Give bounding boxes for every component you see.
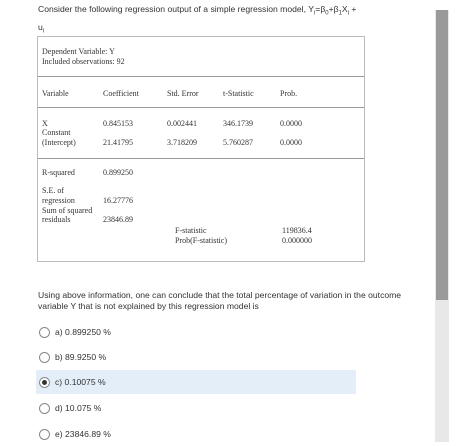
t-x: 346.1739 (223, 119, 253, 128)
prob-f-label: Prob(F-statistic) (175, 236, 227, 245)
option-d[interactable] (36, 396, 356, 420)
r-squared-value: 0.899250 (103, 168, 133, 177)
se-intercept: 3.718209 (167, 138, 197, 147)
equation-part: +β (328, 4, 339, 14)
se-regression-label-2: regression (42, 196, 75, 205)
subscript: i (42, 28, 45, 35)
equation-part: X (341, 4, 348, 14)
header-coefficient: Coefficient (103, 89, 139, 98)
option-c-label: c) 0.10075 % (55, 377, 106, 387)
equation-part: =β (315, 4, 326, 14)
divider (38, 158, 364, 159)
divider (38, 76, 364, 77)
subscript: 1 (338, 10, 342, 17)
option-b[interactable] (36, 345, 356, 369)
variable-x: X (42, 119, 48, 128)
option-e-label: e) 23846.89 % (55, 429, 111, 439)
question-intro: Consider the following regression output of a simple regression model, Y (38, 4, 314, 14)
subscript: 0 (325, 10, 329, 17)
dependent-variable: Dependent Variable: Y (42, 47, 115, 56)
radio-e[interactable] (39, 429, 50, 440)
header-t-statistic: t-Statistic (223, 89, 254, 98)
option-e[interactable] (36, 422, 356, 446)
radio-d[interactable] (39, 403, 50, 414)
prob-intercept: 0.0000 (280, 138, 302, 147)
ssr-label-1: Sum of squared (42, 206, 93, 215)
se-regression-value: 16.27776 (103, 196, 133, 205)
radio-b[interactable] (39, 352, 50, 363)
r-squared-label: R-squared (42, 168, 75, 177)
question-prompt: Using above information, one can conclude that the total percentage of variation in the outcome variable Y that is not explained by this regression model is (38, 290, 402, 311)
prob-x: 0.0000 (280, 119, 302, 128)
option-d-label: d) 10.075 % (55, 403, 102, 413)
subscript: i (347, 10, 349, 17)
coef-intercept: 21.41795 (103, 138, 133, 147)
scrollbar-thumb[interactable] (436, 10, 448, 300)
vertical-scrollbar[interactable] (435, 10, 449, 442)
header-std-error: Std. Error (167, 89, 199, 98)
equation-part: + (349, 4, 357, 14)
f-statistic-label: F-statistic (175, 226, 207, 235)
question-text (38, 3, 428, 38)
header-prob: Prob. (280, 89, 298, 98)
divider (38, 107, 364, 108)
regression-output-table (37, 36, 365, 262)
equation-part: u (38, 21, 43, 32)
prob-f-value: 0.000000 (282, 236, 312, 245)
radio-c[interactable] (39, 377, 50, 388)
included-observations: Included observations: 92 (42, 57, 125, 66)
variable-constant: Constant (42, 128, 71, 137)
variable-intercept: (Intercept) (42, 138, 76, 147)
radio-selected-dot (42, 380, 47, 385)
radio-a[interactable] (39, 327, 50, 338)
se-x: 0.002441 (167, 119, 197, 128)
coef-x: 0.845153 (103, 119, 133, 128)
t-intercept: 5.760287 (223, 138, 253, 147)
f-statistic-value: 119836.4 (282, 226, 312, 235)
header-variable: Variable (42, 89, 69, 98)
option-c[interactable] (36, 370, 356, 394)
ssr-value: 23846.89 (103, 215, 133, 224)
ssr-label-2: residuals (42, 215, 71, 224)
option-a-label: a) 0.899250 % (55, 327, 111, 337)
subscript: i (313, 10, 316, 17)
se-regression-label-1: S.E. of (42, 186, 64, 195)
option-b-label: b) 89.9250 % (55, 352, 107, 362)
option-a[interactable] (36, 320, 356, 344)
